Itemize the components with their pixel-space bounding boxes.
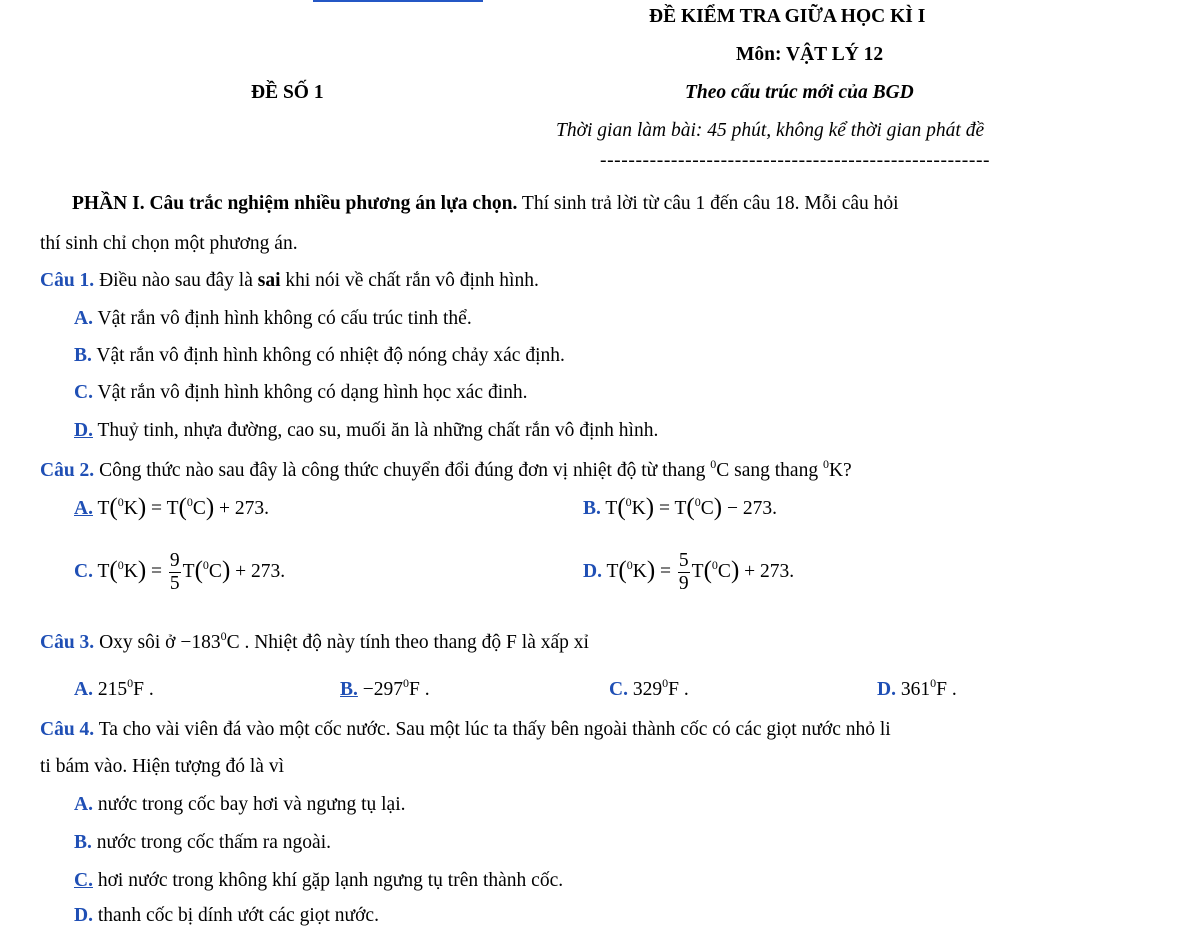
q1-option-b <box>74 345 565 367</box>
q3-deg: 0 <box>220 629 227 643</box>
exam-title: ĐỀ KIỂM TRA GIỮA HỌC KÌ I <box>649 6 926 27</box>
q4-option-d-text: thanh cốc bị dính ướt các giọt nước. <box>92 905 379 926</box>
formula-eq: = <box>654 498 675 519</box>
q3-option-b <box>340 676 430 701</box>
q1-option-b-key: B. <box>74 345 92 366</box>
q1-option-a-key: A. <box>74 308 93 329</box>
q1-text-end: khi nói về chất rắn vô định hình. <box>280 270 539 291</box>
q3-value: −183 <box>180 632 221 653</box>
q3-option-c-deg: 0 <box>662 676 669 690</box>
formula-plus: + 273. <box>214 498 270 519</box>
q2-option-a-key: A. <box>74 498 93 519</box>
formula-paren: ( <box>109 494 118 521</box>
q4-option-b-text: nước trong cốc thấm ra ngoài. <box>91 832 331 853</box>
q1-label: Câu 1. <box>40 270 95 291</box>
q1-option-d-text: Thuỷ tinh, nhựa đường, cao su, muối ăn là những chất rắn vô định hình. <box>92 420 659 441</box>
q4-text-cont: ti bám vào. Hiện tượng đó là vì <box>40 756 285 777</box>
formula-deg: 0 <box>117 557 124 572</box>
fraction-denominator: 9 <box>678 573 689 594</box>
q3-option-c <box>609 676 689 701</box>
q3-option-c-unit: F . <box>668 679 689 700</box>
q3-option-d-unit: F . <box>936 679 957 700</box>
formula-t: T <box>691 560 704 582</box>
formula-c: C <box>717 560 731 582</box>
formula-paren: ) <box>730 556 740 584</box>
part1-title: PHẦN I. Câu trắc nghiệm nhiều phương án lựa chọn. <box>72 193 518 214</box>
q3-text: Oxy sôi ở <box>94 632 181 653</box>
q2-deg-k: 0 <box>822 457 829 471</box>
q2-deg-c: 0 <box>710 457 717 471</box>
formula-deg: 0 <box>625 495 632 509</box>
q4-option-a <box>74 794 406 816</box>
exam-time: Thời gian làm bài: 45 phút, không kể thời gian phát đề <box>556 120 985 141</box>
formula-paren: ( <box>617 494 626 521</box>
formula-k: K <box>123 498 138 519</box>
q2-option-a <box>74 494 269 520</box>
formula-c: C <box>192 498 206 519</box>
q3-option-a-unit: F . <box>133 679 154 700</box>
q4-option-d <box>74 905 379 927</box>
part1-instruction: Thí sinh trả lời từ câu 1 đến câu 18. Mỗi câu hỏi <box>517 193 899 214</box>
q3-text-end: C . Nhiệt độ này tính theo thang độ F là xấp xỉ <box>226 632 589 653</box>
formula-plus: + 273. <box>230 560 286 582</box>
formula-t: T <box>97 498 110 519</box>
exam-subject: Môn: VẬT LÝ 12 <box>736 44 884 65</box>
formula-t: T <box>674 498 687 519</box>
q4-option-c-text: hơi nước trong không khí gặp lạnh ngưng tụ trên thành cốc. <box>92 870 564 891</box>
part1-heading <box>72 193 899 215</box>
q3-option-a-deg: 0 <box>127 676 134 690</box>
formula-paren: ) <box>645 494 655 521</box>
q2-option-b <box>583 494 777 520</box>
formula-k: K <box>123 560 138 582</box>
formula-paren: ) <box>646 556 656 584</box>
formula-paren: ( <box>686 494 695 521</box>
formula-deg: 0 <box>711 557 718 572</box>
q4-option-a-key: A. <box>74 794 93 815</box>
q3-option-b-unit: F . <box>409 679 430 700</box>
q3-label: Câu 3. <box>40 632 95 653</box>
question-2 <box>40 457 852 482</box>
q4-option-c <box>74 870 563 892</box>
q1-option-c <box>74 382 528 404</box>
q2-label: Câu 2. <box>40 460 95 481</box>
formula-paren: ( <box>703 556 712 584</box>
formula-k: K <box>631 498 646 519</box>
q2-text: Công thức nào sau đây là công thức chuyển đổi đúng đơn vị nhiệt độ từ thang <box>94 460 711 481</box>
formula-paren: ) <box>137 556 147 584</box>
exam-format: Theo cấu trúc mới của BGD <box>685 82 914 103</box>
q3-option-a-key: A. <box>74 679 93 700</box>
exam-number: ĐỀ SỐ 1 <box>251 82 324 103</box>
formula-t: T <box>182 560 195 582</box>
formula-deg: 0 <box>202 557 209 572</box>
q2-option-d <box>583 550 794 595</box>
q1-option-c-key: C. <box>74 382 93 403</box>
question-3 <box>40 629 589 654</box>
formula-deg: 0 <box>694 495 701 509</box>
question-1 <box>40 270 539 292</box>
fraction-denominator: 5 <box>169 573 180 594</box>
q3-option-b-deg: 0 <box>403 676 410 690</box>
formula-c: C <box>700 498 714 519</box>
q2-text-k: K? <box>828 460 852 481</box>
q3-option-c-key: C. <box>609 679 628 700</box>
formula-eq: = <box>146 498 167 519</box>
q1-option-b-text: Vật rắn vô định hình không có nhiệt độ nóng chảy xác định. <box>91 345 565 366</box>
q2-text-c: C sang thang <box>716 460 823 481</box>
header-top-rule <box>313 0 483 2</box>
q4-label: Câu 4. <box>40 719 95 740</box>
formula-paren: ) <box>205 494 215 521</box>
q4-option-d-key: D. <box>74 905 93 926</box>
question-4 <box>40 719 891 741</box>
formula-c: C <box>208 560 222 582</box>
formula-paren: ( <box>178 494 187 521</box>
fraction-5-9 <box>678 550 690 595</box>
q3-option-c-value: 329 <box>627 679 663 700</box>
q1-option-c-text: Vật rắn vô định hình không có dạng hình học xác đinh. <box>92 382 528 403</box>
q3-option-d <box>877 676 957 701</box>
fraction-numerator: 9 <box>169 550 180 571</box>
formula-t: T <box>606 560 619 582</box>
formula-deg: 0 <box>626 557 633 572</box>
formula-deg: 0 <box>117 495 124 509</box>
q3-option-b-key: B. <box>340 679 358 700</box>
formula-plus: + 273. <box>739 560 795 582</box>
q3-option-a-value: 215 <box>92 679 128 700</box>
formula-eq: = <box>146 560 167 582</box>
q2-option-c-key: C. <box>74 560 93 582</box>
q1-option-a-text: Vật rắn vô định hình không có cấu trúc tinh thể. <box>92 308 472 329</box>
q4-text: Ta cho vài viên đá vào một cốc nước. Sau một lúc ta thấy bên ngoài thành cốc có các giọt nước nhỏ li <box>94 719 891 740</box>
q3-option-a <box>74 676 154 701</box>
formula-paren: ( <box>618 556 627 584</box>
q1-text: Điều nào sau đây là <box>94 270 258 291</box>
formula-t: T <box>166 498 179 519</box>
q3-option-d-value: 361 <box>895 679 931 700</box>
q1-option-d <box>74 420 658 442</box>
formula-paren: ) <box>137 494 147 521</box>
formula-paren: ) <box>221 556 231 584</box>
fraction-numerator: 5 <box>678 550 689 571</box>
formula-t: T <box>605 498 618 519</box>
q1-emphasis: sai <box>257 270 281 291</box>
q1-option-a <box>74 308 472 330</box>
formula-minus: − 273. <box>722 498 777 519</box>
q3-option-b-value: −297 <box>357 679 404 700</box>
q2-option-d-key: D. <box>583 560 602 582</box>
q3-option-d-deg: 0 <box>930 676 937 690</box>
header-divider: ------------------------------------------------------- <box>600 150 991 171</box>
part1-instruction-cont: thí sinh chỉ chọn một phương án. <box>40 233 298 254</box>
q2-option-c <box>74 550 285 595</box>
q4-option-b <box>74 832 331 854</box>
formula-k: K <box>632 560 647 582</box>
formula-paren: ( <box>194 556 203 584</box>
formula-eq: = <box>655 560 676 582</box>
q4-option-a-text: nước trong cốc bay hơi và ngưng tụ lại. <box>92 794 406 815</box>
formula-paren: ) <box>713 494 723 521</box>
fraction-9-5 <box>169 550 181 595</box>
q1-option-d-key: D. <box>74 420 93 441</box>
formula-paren: ( <box>109 556 118 584</box>
formula-deg: 0 <box>186 495 193 509</box>
q3-option-d-key: D. <box>877 679 896 700</box>
q2-option-b-key: B. <box>583 498 601 519</box>
formula-t: T <box>97 560 110 582</box>
q4-option-b-key: B. <box>74 832 92 853</box>
q4-option-c-key: C. <box>74 870 93 891</box>
